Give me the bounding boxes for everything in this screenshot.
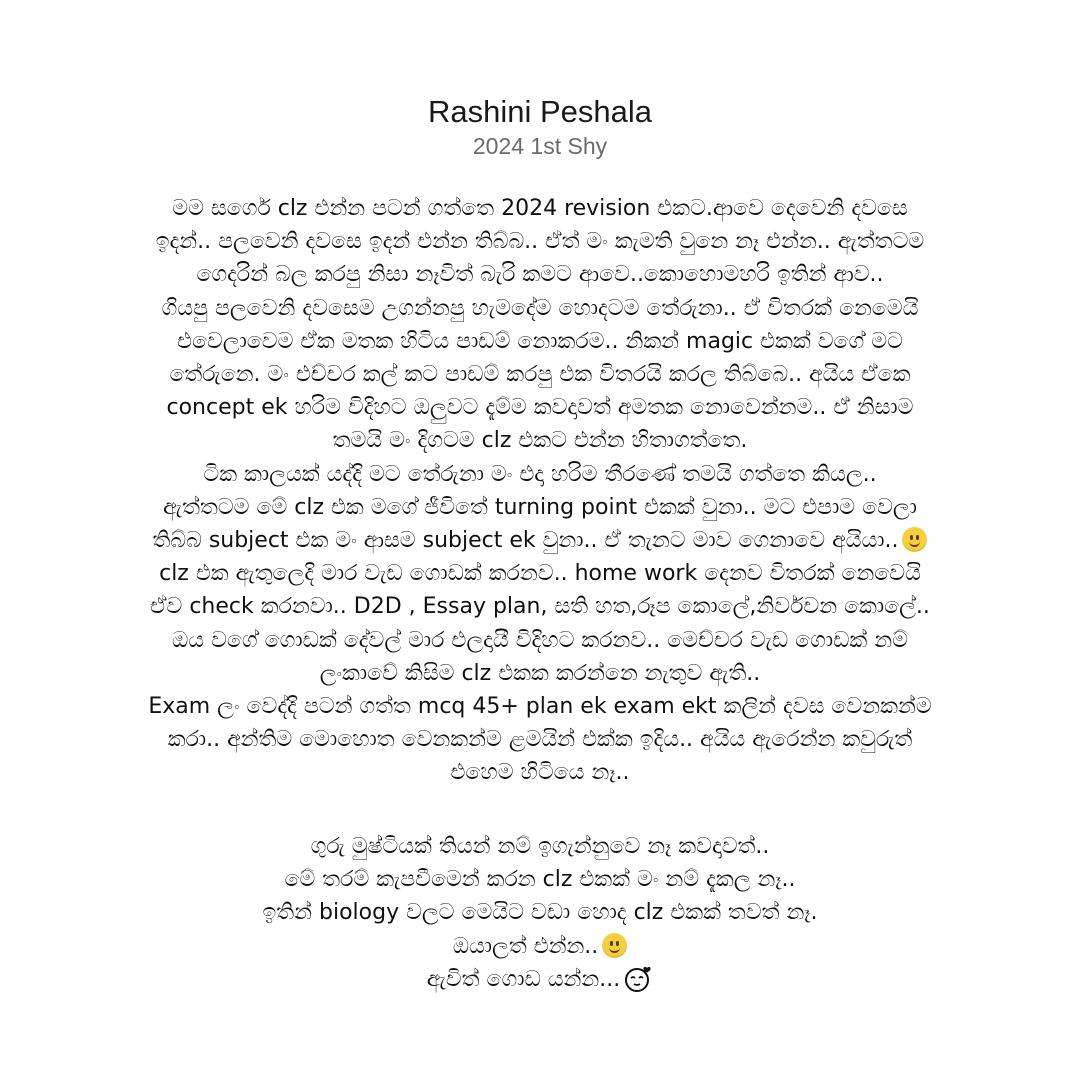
smile-icon: [602, 933, 627, 958]
body-line: ටික කාලයක් යද්දි මට තේරුනා මං එදා හරිම තීරණේ තමයි ගත්තෙ කියල..: [203, 461, 877, 487]
body-line: ගෙදරින් බල කරපු නිසා නෑවිත් බැරි කමට ආවෙ..කොහොමහරි ඉතින් ආව..: [196, 262, 884, 288]
closing-line: ඔයාලත් එන්න..: [80, 930, 1000, 963]
smile-icon: [902, 527, 927, 552]
testimonial-header: [0, 92, 1080, 160]
body-line: ගියපු පලවෙනි දවසෙම උගන්නපු හැමදේම හොදටම තේරුනා.. ඒ විතරක් නෙමෙයි: [161, 295, 919, 321]
body-line: ලංකාවේ කිසිම clz එකක කරන්නෙ නැතුව ඇති..: [319, 660, 761, 686]
author-batch: 2024 1st Shy: [472, 133, 608, 159]
body-line: ඒව check කරනවා.. D2D , Essay plan, සති හත,රූප කොලේ,නිර්වචන කොලේ..: [150, 594, 930, 620]
body-line: ඇත්තටම මේ clz එක මගේ ජීවිතේ turning point එකක් වුනා.. මට එපාම වෙලා: [163, 494, 917, 520]
closing-line: මේ තරම් කැපවීමෙන් කරන clz එකක් මං නම් දැකල නෑ..: [284, 867, 796, 893]
body-line: clz එක ඇතුලෙදි මාර වැඩ ගොඩක් කරනව.. home work දෙනව විතරක් නෙවෙයි: [159, 561, 921, 587]
body-line: එවෙලාවෙම ඒක මතක හිටිය පාඩම් නොකරම.. නිකන් magic එකක් වගේ මට: [177, 328, 903, 354]
testimonial-body: [80, 192, 1000, 790]
face-blowing-kiss-icon: [623, 965, 653, 1003]
body-line: කරා.. අන්තිම මොහොත වෙනකන්ම ළමයින් එක්ක ඉදිය.. අයිය ඇරෙන්න කවුරුත්: [167, 727, 913, 753]
body-line: Exam ලං වෙද්දි පටන් ගත්ත mcq 45+ plan ek exam ekt කලින් දවස වෙනකන්ම: [148, 694, 932, 720]
author-name: Rashini Peshala: [427, 94, 653, 129]
body-line: මම සර්ගෙ clz එන්න පටන් ගත්තෙ 2024 revision එකට.ආවෙ දෙවෙනි දවසෙ: [172, 196, 908, 221]
body-line: ඉදන්.. පලවෙනි දවසෙ ඉදන් එන්න තිබ්බ.. ඒත් මං කැමති වුනෙ නෑ එන්න.. ඇත්තටම: [155, 229, 925, 255]
body-line: concept ek හරිම විදිහට ඔලුවට දැම්ම කවදාවත් අමතක නොවෙන්නම.. ඒ නිසාම: [166, 395, 914, 421]
body-line: තිබ්බ subject එක මං ආසම subject ek වුනා.. ඒ තැනට මාව ගෙනාවෙ අයියා..: [80, 524, 1000, 557]
body-line: ඔය වගේ ගොඩක් දේවල් මාර එලදායී විදිහට කරනව.. මෙච්චර වැඩ ගොඩක් නම්: [172, 627, 908, 653]
body-line: තේරුනෙ. මං එච්චර කල් කට පාඩම් කරපු එක විතරයි කරල තිබ්බෙ.. අයිය ඒකෙ: [169, 362, 911, 388]
body-line: එහෙම හිටියෙ නෑ..: [450, 760, 630, 786]
body-line: තමයි මං දිගටම clz එකට එන්න හිතාගත්තෙ.: [332, 428, 748, 454]
closing-section: [80, 830, 1000, 1003]
closing-line: ඉතින් biology වලට මෙයිට වඩා හොද clz එකක් තවත් නෑ.: [262, 900, 818, 926]
closing-line: ගුරු මුෂ්ටියක් තියන් නම් ඉගැන්නුවෙ නෑ කවදාවත්..: [310, 834, 770, 859]
closing-line: ඇවිත් ගොඩ යන්න...: [80, 963, 1000, 1003]
